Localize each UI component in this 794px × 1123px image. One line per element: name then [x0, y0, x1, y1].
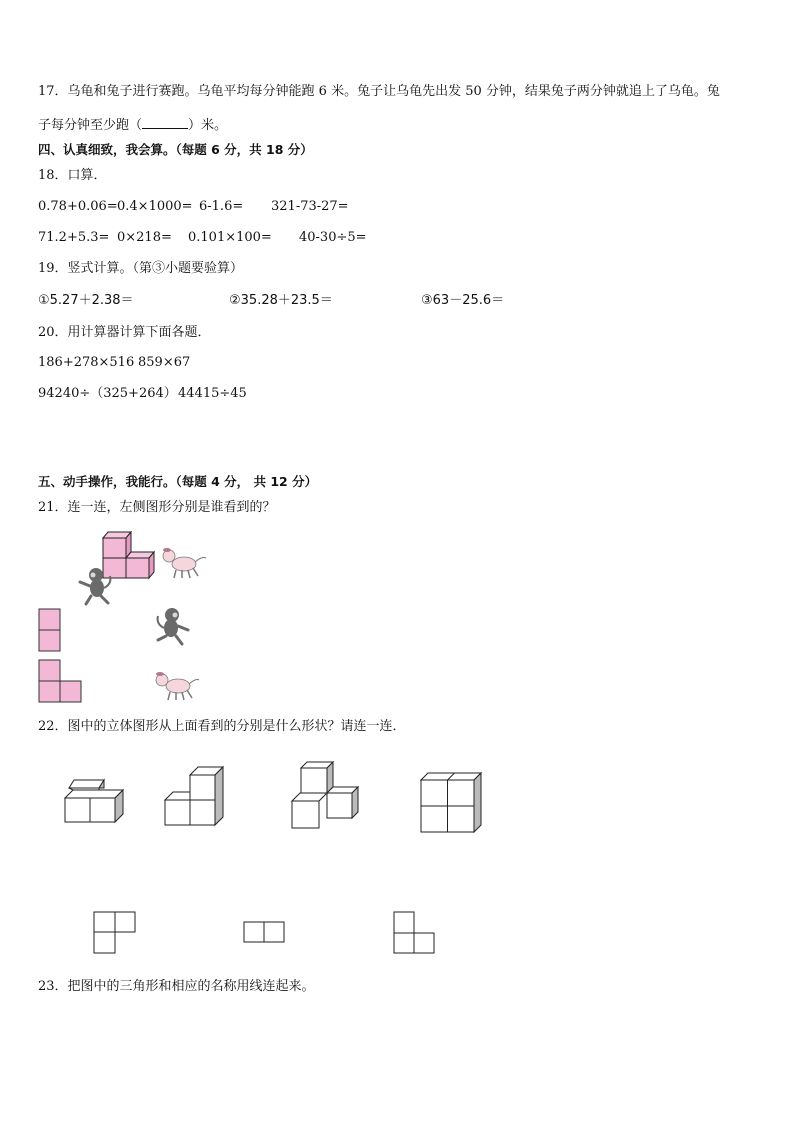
q22-solid-1[interactable] — [64, 780, 126, 824]
q22-solid-2[interactable] — [164, 766, 226, 828]
q23-title: 23．把图中的三角形和相应的名称用线连起来。 — [38, 979, 315, 994]
q22-title: 22．图中的立体图形从上面看到的分别是什么形状？请连一连． — [38, 719, 406, 734]
q22-top-view-1[interactable] — [93, 911, 137, 955]
q21-view-shape-2[interactable] — [38, 659, 82, 703]
q18-r1-c2: 0.4×1000= — [117, 199, 193, 214]
q18-r2-c4: 40-30÷5= — [299, 230, 367, 245]
q17-line2-post: ）米。 — [188, 118, 228, 133]
dog-icon[interactable] — [152, 666, 200, 702]
q18-r1-c3: 6-1.6= — [199, 199, 244, 214]
q21-title: 21．连一连，左侧图形分别是谁看到的？ — [38, 500, 276, 515]
section-5-title: 五、动手操作，我能行。（每题 4 分， 共 12 分） — [38, 474, 318, 489]
q18-r2-c1: 71.2+5.3= — [38, 230, 110, 245]
q17-line1: 17．乌龟和兔子进行赛跑。乌龟平均每分钟能跑 6 米。兔子让乌龟先出发 50 分钟，结果兔子两分钟就追上了乌龟。兔 — [38, 84, 720, 99]
monkey-icon[interactable] — [76, 566, 116, 606]
q22-solid-4[interactable] — [420, 772, 484, 834]
q20-title: 20．用计算器计算下面各题． — [38, 325, 211, 340]
q17-answer-blank[interactable] — [142, 116, 188, 129]
q21-view-shape-1[interactable] — [38, 608, 62, 652]
q18-title: 18．口算． — [38, 168, 107, 183]
q20-r1-c2: 859×67 — [138, 355, 191, 370]
q19-title: 19．竖式计算。（第③小题要验算） — [38, 261, 244, 276]
q20-r2-c2: 44415÷45 — [178, 386, 247, 401]
q19-item-3: ③63－25.6＝ — [421, 293, 505, 308]
q17-line2-pre: 子每分钟至少跑（ — [38, 118, 143, 133]
q22-top-view-2[interactable] — [243, 921, 287, 945]
q22-top-view-3[interactable] — [393, 911, 437, 955]
section-4-title: 四、认真细致，我会算。（每题 6 分，共 18 分） — [38, 142, 313, 157]
monkey-icon[interactable] — [152, 606, 192, 646]
q19-item-1: ①5.27＋2.38＝ — [38, 293, 134, 308]
dog-icon[interactable] — [160, 544, 208, 580]
q18-r2-c2: 0×218= — [117, 230, 172, 245]
q18-r1-c1: 0.78+0.06= — [38, 199, 118, 214]
q18-r1-c4: 321-73-27= — [271, 199, 349, 214]
q17-line2 — [38, 116, 227, 134]
q18-r2-c3: 0.101×100= — [188, 230, 272, 245]
q22-solid-3[interactable] — [291, 760, 363, 830]
q20-r2-c1: 94240÷（325+264） — [38, 386, 177, 401]
q20-r1-c1: 186+278×516 — [38, 355, 135, 370]
q19-item-2: ②35.28＋23.5＝ — [229, 293, 333, 308]
